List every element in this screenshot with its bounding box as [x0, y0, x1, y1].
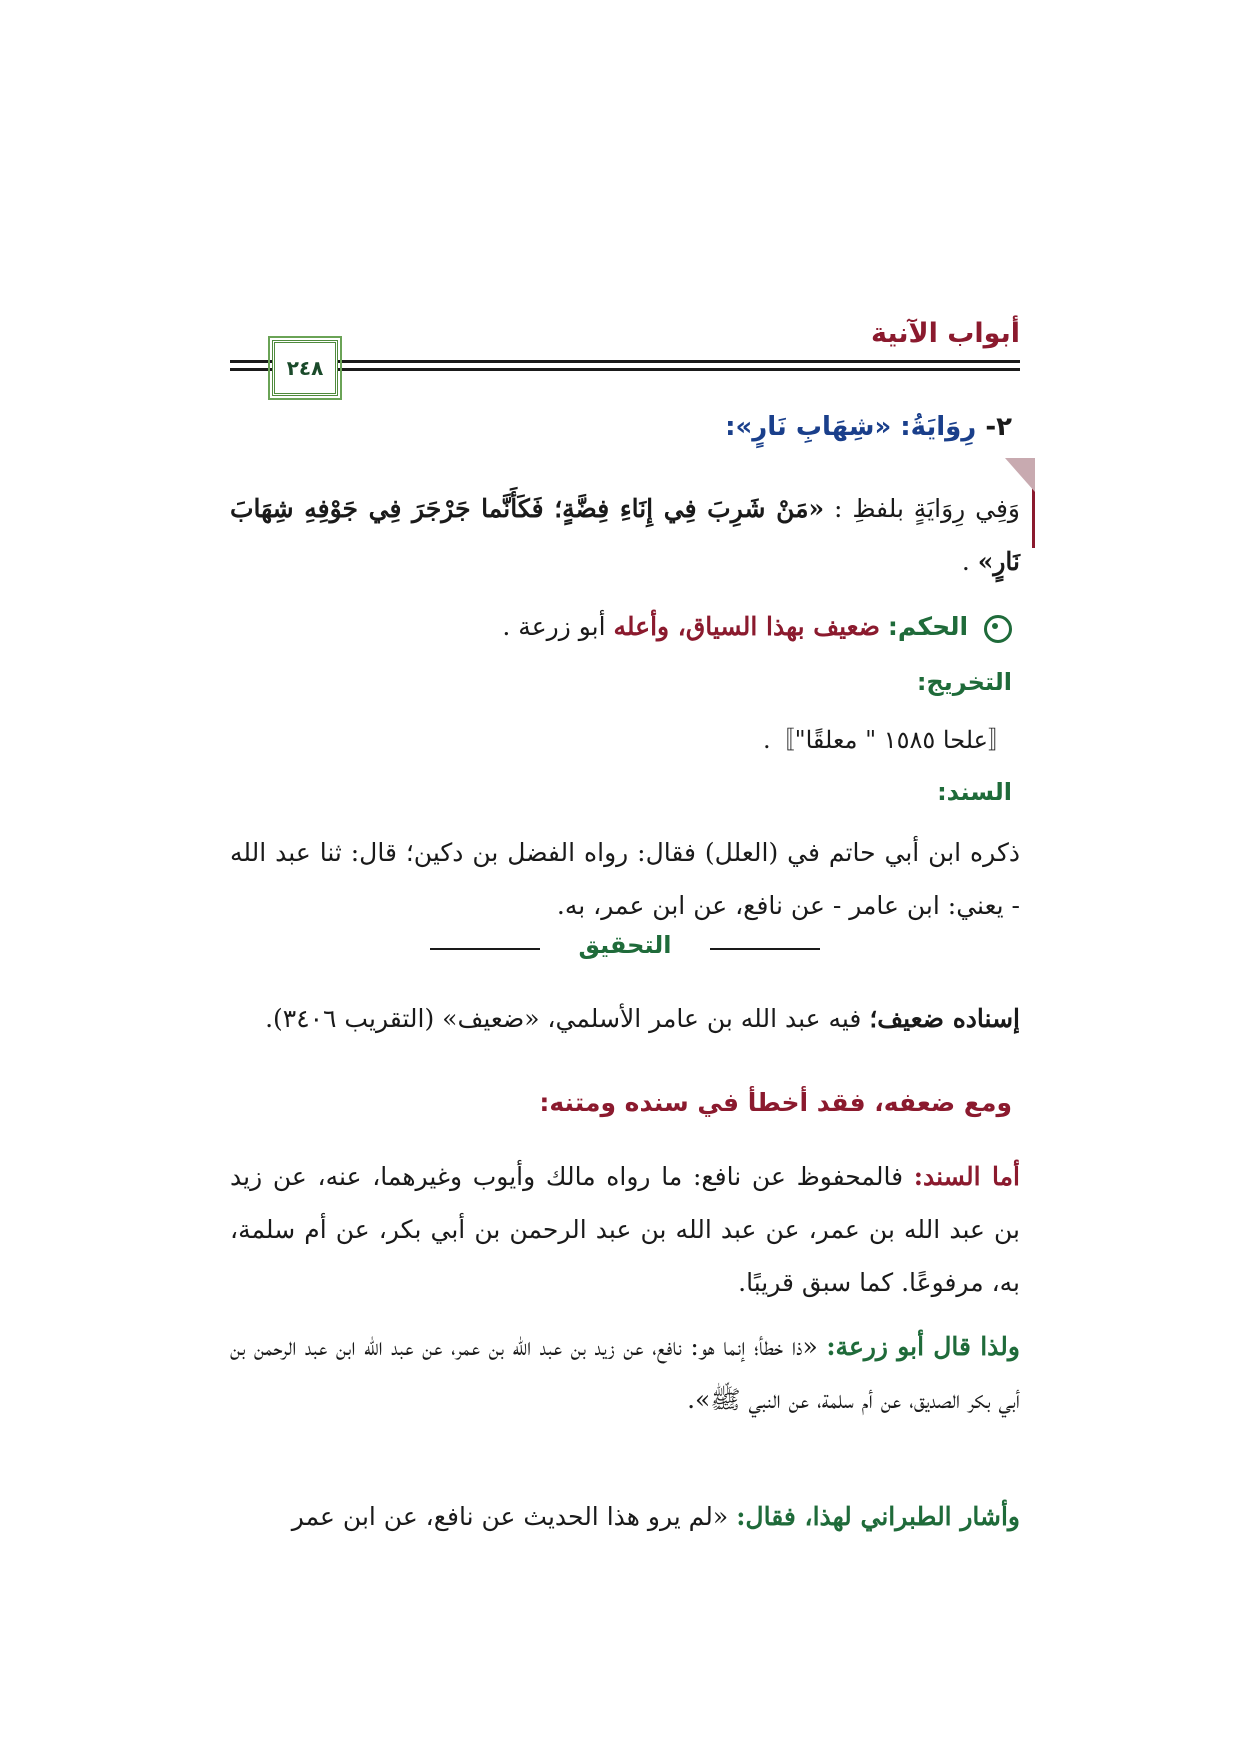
para3-label: وأشار الطبراني لهذا، فقال:	[736, 1502, 1020, 1531]
narration-hadith: «مَنْ شَرِبَ فِي إِنَاءِ فِضَّةٍ؛ فَكَأَنَّما جَرْجَرَ فِي جَوْفِهِ شِهَابَ نَارٍ»	[230, 494, 1020, 576]
para-abu-zura	[230, 1320, 1020, 1426]
para2-text: «ذا خطأ؛ إنما هو: نافع، عن زيد بن عبد الله بن عمر، عن عبد الله ابن عبد الرحمن بن أبي بكر الصديق، عن أم سلمة، عن النبي ﷺ».	[230, 1332, 1020, 1414]
section-heading	[725, 412, 1012, 442]
page-number-frame	[272, 340, 338, 396]
para-tabarani	[230, 1490, 1020, 1543]
sanad-label: السند:	[937, 778, 1012, 806]
tahqiq-divider	[430, 933, 820, 963]
ruling-label: الحكم:	[887, 612, 969, 641]
flower-ornament-icon	[984, 615, 1012, 643]
sanad-text: ذكره ابن أبي حاتم في (العلل) فقال: رواه الفضل بن دكين؛ قال: ثنا عبد الله - يعني: ابن عامر - عن نافع، عن ابن عمر، به.	[230, 838, 1020, 920]
para3-text: «لم يرو هذا الحديث عن نافع، عن ابن عمر	[291, 1502, 729, 1531]
tahqiq-subheading: ومع ضعفه، فقد أخطأ في سنده ومتنه:	[539, 1088, 1012, 1117]
page-number: ٢٤٨	[286, 356, 324, 380]
tahqiq-lead	[230, 992, 1020, 1045]
narration-paragraph	[230, 482, 1020, 588]
ruling-line	[502, 612, 1012, 643]
ruling-verdict: ضعيف بهذا السياق، وأعله	[613, 612, 880, 641]
takhrij-reference: 〚علحا ١٥٨٥ " معلقًا"〛.	[762, 726, 1012, 754]
section-number: ٢-	[985, 412, 1012, 442]
tahqiq-lead-rest: فيه عبد الله بن عامر الأسلمي، «ضعيف» (التقريب ٣٤٠٦).	[265, 1004, 862, 1033]
tahqiq-lead-bold: إسناده ضعيف؛	[869, 1004, 1020, 1033]
takhrij-label: التخريج:	[916, 668, 1012, 696]
header-rule-bottom	[230, 368, 1020, 371]
para2-label: ولذا قال أبو زرعة:	[826, 1332, 1020, 1361]
narration-prefix: وَفِي رِوَايَةٍ بلفظِ :	[834, 494, 1020, 523]
narration-suffix: .	[961, 547, 970, 576]
page-header	[230, 318, 1020, 398]
para1-text: فالمحفوظ عن نافع: ما رواه مالك وأيوب وغيرهما، عنه، عن زيد بن عبد الله بن عمر، عن عبد الله بن عبد الرحمن بن أبي بكر، عن أم سلمة، به، مرفوعًا. كما سبق قريبًا.	[230, 1162, 1020, 1297]
tahqiq-label: التحقيق	[578, 931, 672, 959]
section-title: رِوَايَةُ: «شِهَابِ نَارٍ»:	[725, 412, 977, 442]
header-title: أبواب الآنية	[870, 318, 1020, 349]
header-rule-top	[230, 360, 1020, 363]
para-sanad	[230, 1150, 1020, 1309]
para1-label: أما السند:	[913, 1162, 1020, 1191]
ruling-by: أبو زرعة .	[502, 612, 606, 641]
